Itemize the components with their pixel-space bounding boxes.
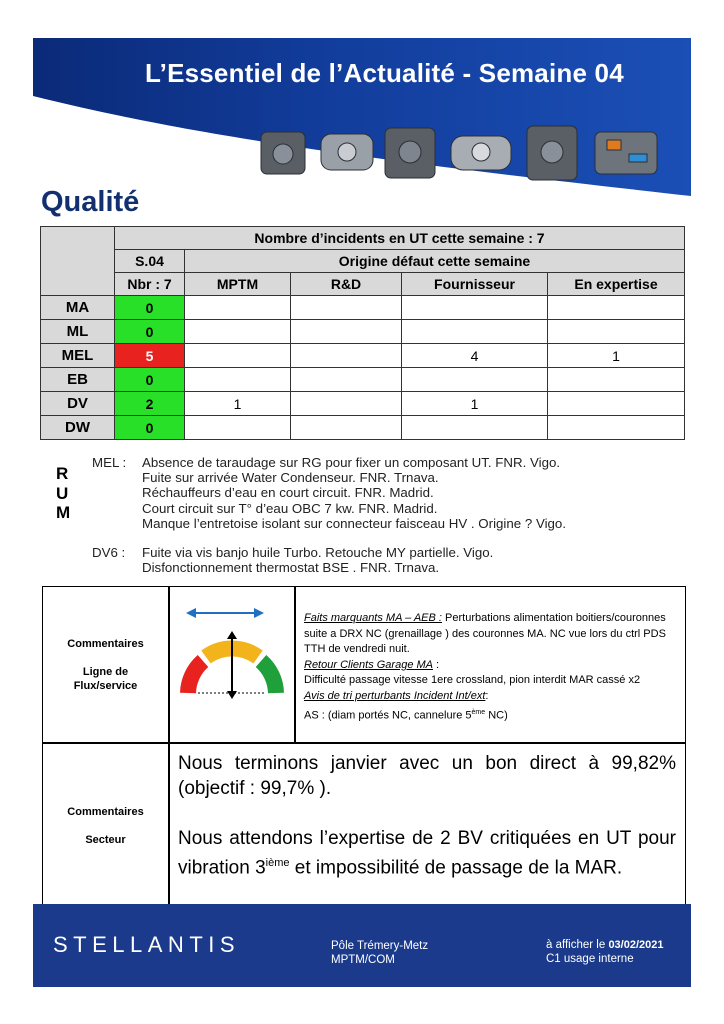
mel-note-label: MEL : [92, 455, 127, 470]
afficher-date: 03/02/2021 [608, 939, 664, 951]
avis-sup: ème [471, 708, 486, 716]
secteur-p2-text: Nous attendons l’expertise de 2 BV critiquées en UT pour vibration 3 [178, 828, 676, 879]
secteur-p2-text-post: et impossibilité de passage de la MAR. [289, 857, 623, 879]
fournisseur-cell [402, 320, 548, 344]
mel-note-line: Manque l’entretoise isolant sur connecteur faisceau HV . Origine ? Vigo. [142, 515, 567, 531]
table-row [41, 416, 685, 440]
row-label: MA [41, 296, 115, 320]
rd-cell [291, 296, 402, 320]
col-header-mptm: MPTM [185, 273, 291, 296]
mptm-cell: 1 [185, 392, 291, 416]
events-text: Perturbations alimentation boitiers/couronnes suite a DRX NC (grenaillage ) des couronnes MA. NC vue lors du ctrl PDS TTH de vendredi nuit. [304, 612, 666, 656]
week-label: S.04 [115, 250, 185, 273]
usage-label: C1 usage interne [546, 953, 634, 965]
mptm-cell [185, 368, 291, 392]
row-label: EB [41, 368, 115, 392]
incident-notes [92, 455, 566, 575]
row-label: MEL [41, 344, 115, 368]
row-label: DV [41, 392, 115, 416]
flux-label-line1: Commentaires [67, 638, 144, 650]
expertise-cell [548, 296, 685, 320]
secteur-comments [178, 751, 676, 880]
afficher-label: à afficher le [546, 939, 609, 951]
expertise-cell [548, 392, 685, 416]
pole-info [331, 939, 428, 967]
mel-note-line: Court circuit sur T° d’eau OBC 7 kw. FNR. Madrid. [142, 500, 438, 516]
engine-images [255, 114, 675, 194]
gauge-icon [178, 605, 286, 699]
retour-suffix: : [433, 658, 440, 671]
comments-box [42, 586, 686, 913]
mel-note-line: Réchauffeurs d’eau en court circuit. FNR. Madrid. [142, 485, 434, 501]
rd-cell [291, 392, 402, 416]
events-title: Faits marquants MA – AEB : [304, 612, 442, 624]
count-cell: 0 [115, 296, 185, 320]
header-banner [33, 38, 691, 196]
dv6-note-line: Fuite via vis banjo huile Turbo. Retouche MY partielle. Vigo. [142, 545, 494, 561]
table-row [41, 392, 685, 416]
mel-note-line: Fuite sur arrivée Water Condenseur. FNR. Trnava. [142, 470, 439, 486]
col-header-expertise: En expertise [548, 273, 685, 296]
key-events [304, 611, 684, 724]
origin-title: Origine défaut cette semaine [185, 250, 685, 273]
mptm-cell [185, 416, 291, 440]
rd-cell [291, 344, 402, 368]
dv6-note-line: Disfonctionnement thermostat BSE . FNR. Trnava. [142, 560, 440, 576]
incident-table [40, 226, 685, 440]
rd-cell [291, 416, 402, 440]
rum-letters [56, 464, 70, 523]
secteur-label-line1: Commentaires [67, 806, 144, 818]
fournisseur-cell [402, 368, 548, 392]
mptm-cell [185, 296, 291, 320]
avis-title: Avis de tri perturbants Incident Int/ext [304, 689, 486, 702]
stellantis-logo: STELLANTIS [53, 932, 241, 957]
table-corner [41, 227, 115, 296]
expertise-cell [548, 368, 685, 392]
display-info [546, 938, 664, 966]
avis-suffix: : [485, 689, 489, 702]
pole-line1: Pôle Trémery-Metz [331, 940, 429, 952]
table-row [41, 368, 685, 392]
mptm-cell [185, 344, 291, 368]
fournisseur-cell: 4 [402, 344, 548, 368]
count-cell: 2 [115, 392, 185, 416]
count-cell: 5 [115, 344, 185, 368]
expertise-cell [548, 320, 685, 344]
fournisseur-cell [402, 296, 548, 320]
col-header-fournisseur: Fournisseur [402, 273, 548, 296]
fournisseur-cell [402, 416, 548, 440]
col-header-rd: R&D [291, 273, 402, 296]
dv6-note-label: DV6 : [92, 545, 126, 561]
table-row [41, 320, 685, 344]
secteur-comments-label [43, 805, 168, 847]
page-title: L’Essentiel de l’Actualité - Semaine 04 [145, 58, 624, 88]
rd-cell [291, 320, 402, 344]
row-label: DW [41, 416, 115, 440]
expertise-cell: 1 [548, 344, 685, 368]
table-row [41, 296, 685, 320]
avis-text: AS : (diam portés NC, cannelure 5 [304, 709, 472, 722]
count-cell: 0 [115, 368, 185, 392]
mel-note-line: Absence de taraudage sur RG pour fixer un composant UT. FNR. Vigo. [142, 455, 561, 470]
rum-letter: U [56, 483, 69, 503]
retour-text: Difficulté passage vitesse 1ere crossland, pion interdit MAR cassé x2 [304, 674, 641, 687]
secteur-paragraph [178, 826, 676, 880]
fournisseur-cell: 1 [402, 392, 548, 416]
secteur-p2-sup: ième [265, 857, 290, 869]
avis-text-post: NC) [485, 709, 508, 722]
pole-line2: MPTM/COM [331, 954, 395, 966]
rum-letter: R [56, 464, 69, 483]
flux-label-line2: Ligne de Flux/service [73, 666, 138, 692]
rum-letter: M [56, 503, 71, 522]
table-row [41, 344, 685, 368]
section-title: Qualité [41, 186, 140, 218]
incident-count-title: Nombre d’incidents en UT cette semaine : 7 [115, 227, 685, 250]
count-cell: 0 [115, 416, 185, 440]
secteur-paragraph: Nous terminons janvier avec un bon direct à 99,82% (objectif : 99,7% ). [178, 753, 676, 799]
secteur-label-line2: Secteur [85, 834, 126, 846]
mptm-cell [185, 320, 291, 344]
expertise-cell [548, 416, 685, 440]
count-label: Nbr : 7 [115, 273, 185, 296]
footer [33, 904, 691, 987]
rd-cell [291, 368, 402, 392]
retour-title: Retour Clients Garage MA [304, 658, 433, 671]
count-cell: 0 [115, 320, 185, 344]
row-label: ML [41, 320, 115, 344]
flux-comments-label [43, 637, 168, 693]
